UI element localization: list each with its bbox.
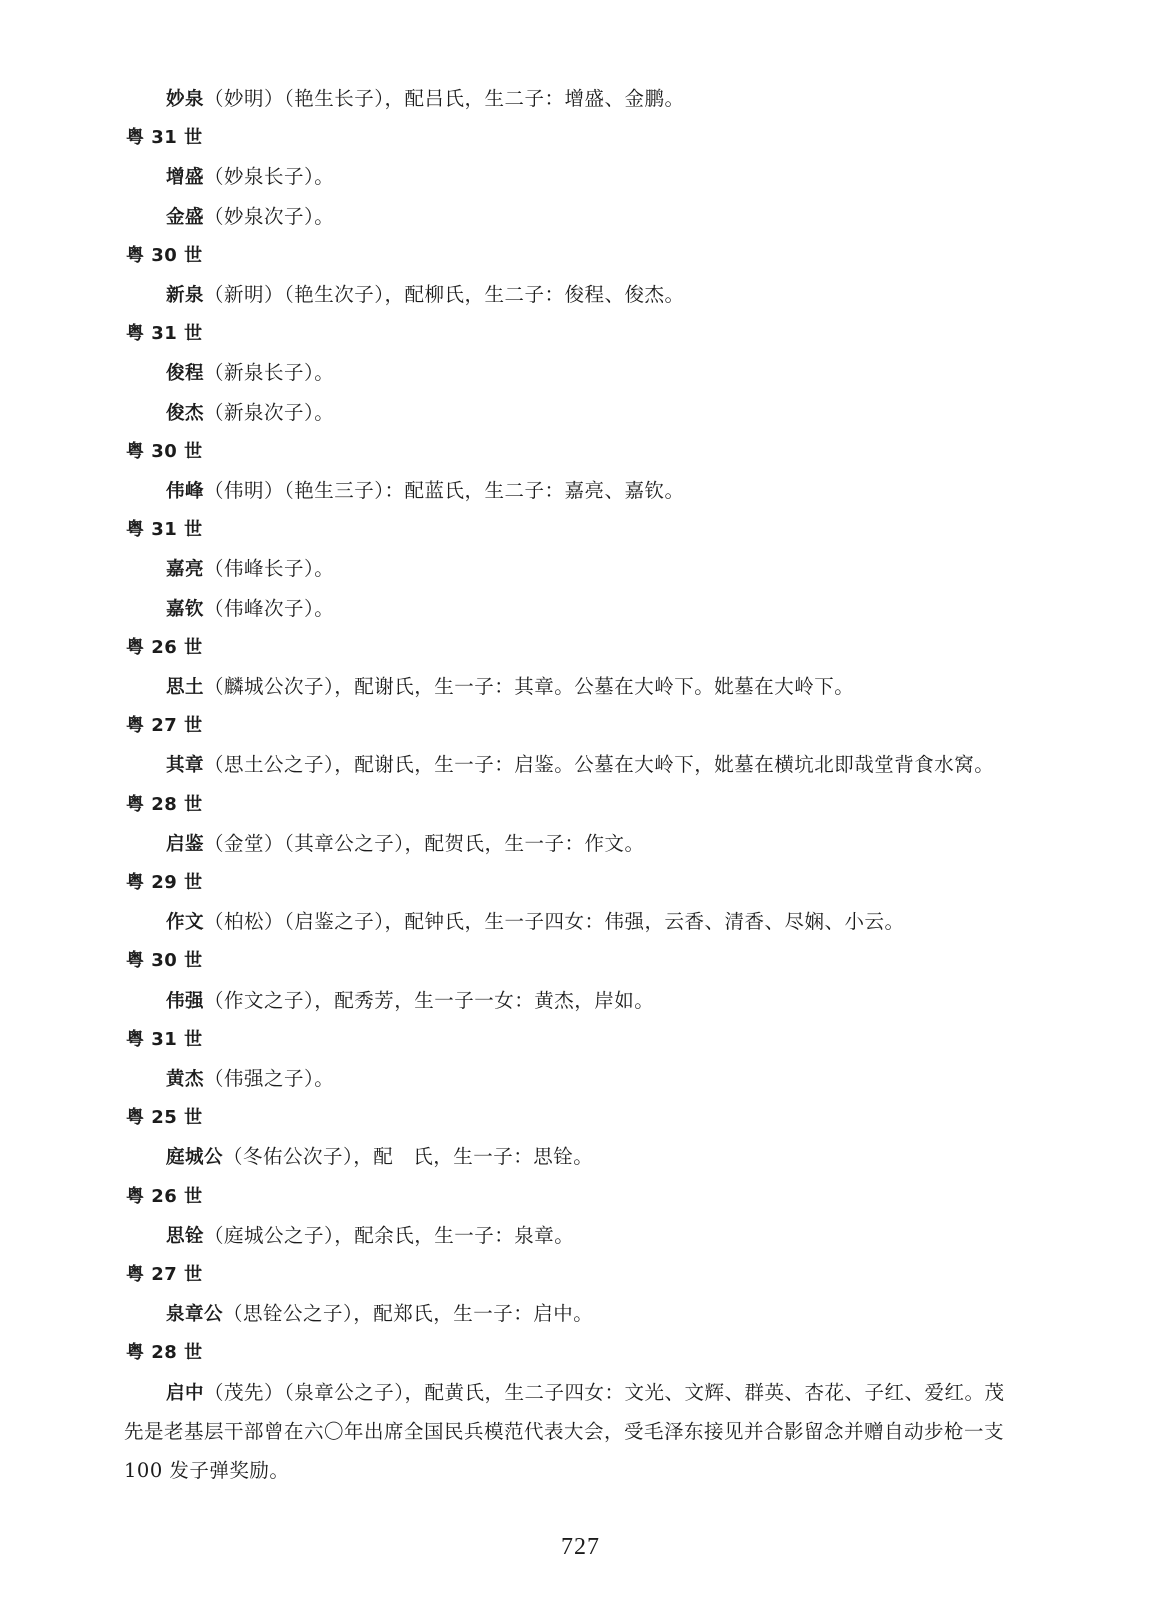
person-entry — [166, 674, 854, 701]
person-description: （作文之子），配秀芳，生一子一女：黄杰，岸如。 — [204, 988, 655, 1012]
person-name: 俊程 — [166, 363, 205, 385]
person-entry — [166, 909, 905, 936]
generation-heading: 粤 28 世 — [126, 1342, 203, 1364]
person-entry — [166, 478, 685, 505]
person-entry — [166, 204, 334, 231]
person-entry — [166, 831, 645, 858]
person-description: （金堂）（其章公之子），配贺氏，生一子：作文。 — [204, 831, 645, 855]
person-name: 思土 — [166, 677, 205, 698]
person-name: 其章 — [166, 755, 205, 777]
generation-heading: 粤 27 世 — [126, 1264, 203, 1285]
person-entry — [166, 1066, 334, 1093]
person-name: 伟峰 — [166, 481, 205, 502]
person-name: 思铨 — [166, 1225, 205, 1247]
continuation-line: 先是老基层干部曾在六〇年出席全国民兵模范代表大会，受毛泽东接见并合影留念并赠自动步枪一支 — [124, 1419, 1005, 1443]
person-description: （茂先）（泉章公之子），配黄氏，生二子四女：文光、文辉、群英、杏花、子红、爱红。茂 — [204, 1380, 1005, 1404]
generation-heading: 粤 31 世 — [126, 519, 203, 541]
person-description: （庭城公之子），配余氏，生一子：泉章。 — [204, 1223, 575, 1247]
person-name: 嘉钦 — [166, 598, 205, 620]
person-entry — [166, 1223, 574, 1250]
person-entry — [166, 360, 334, 387]
person-name: 启鉴 — [166, 833, 205, 855]
person-entry — [166, 556, 334, 583]
person-entry — [166, 1144, 593, 1171]
person-entry — [166, 400, 334, 427]
person-entry — [166, 1380, 1005, 1407]
generation-heading: 粤 31 世 — [126, 127, 203, 149]
person-entry — [166, 164, 334, 191]
person-name: 作文 — [166, 912, 205, 934]
person-description: （伟峰长子）。 — [204, 557, 335, 581]
person-description: （麟城公次子），配谢氏，生一子：其章。公墓在大岭下。妣墓在大岭下。 — [204, 675, 855, 698]
person-entry — [166, 752, 994, 779]
person-name: 伟强 — [166, 990, 205, 1012]
person-name: 妙泉 — [166, 89, 205, 110]
person-description: （伟强之子）。 — [204, 1067, 335, 1090]
generation-heading: 粤 30 世 — [126, 244, 203, 266]
person-description: （新明）（艳生次子），配柳氏，生二子：俊程、俊杰。 — [204, 283, 685, 306]
person-description: （冬佑公次子），配 氏，生一子：思铨。 — [223, 1145, 594, 1169]
generation-heading: 粤 30 世 — [126, 950, 203, 972]
generation-heading: 粤 26 世 — [126, 636, 203, 658]
person-name: 启中 — [166, 1382, 205, 1404]
generation-heading: 粤 29 世 — [126, 872, 203, 893]
person-description: （妙泉次子）。 — [204, 204, 335, 228]
person-description: （思土公之子），配谢氏，生一子：启鉴。公墓在大岭下，妣墓在横坑北即哉堂背食水窝。 — [204, 753, 995, 777]
person-description: （伟峰次子）。 — [204, 596, 335, 620]
person-name: 泉章公 — [166, 1304, 224, 1326]
generation-heading: 粤 26 世 — [126, 1185, 203, 1207]
person-description: （新泉次子）。 — [204, 400, 335, 424]
generation-heading: 粤 27 世 — [126, 715, 203, 737]
person-description: （思铨公之子），配郑氏，生一子：启中。 — [223, 1302, 594, 1326]
generation-heading: 粤 31 世 — [126, 323, 203, 345]
person-description: （妙明）（艳生长子），配吕氏，生二子：增盛、金鹏。 — [204, 87, 685, 110]
person-name: 增盛 — [166, 167, 205, 189]
person-name: 嘉亮 — [166, 559, 205, 581]
person-description: （妙泉长子）。 — [204, 165, 335, 189]
person-description: （伟明）（艳生三子）：配蓝氏，生二子：嘉亮、嘉钦。 — [204, 479, 685, 502]
person-name: 金盛 — [166, 206, 205, 228]
continuation-line: 100 发子弹奖励。 — [124, 1459, 290, 1482]
generation-heading: 粤 31 世 — [126, 1028, 203, 1050]
generation-heading: 粤 28 世 — [126, 793, 203, 815]
page-number: 727 — [561, 1534, 600, 1560]
generation-heading: 粤 30 世 — [126, 440, 203, 462]
person-entry — [166, 86, 685, 113]
person-name: 新泉 — [166, 285, 205, 306]
person-entry — [166, 282, 685, 309]
person-entry — [166, 988, 654, 1015]
person-name: 黄杰 — [166, 1069, 205, 1090]
person-entry — [166, 1301, 593, 1328]
person-description: （新泉长子）。 — [204, 361, 335, 385]
person-entry — [166, 596, 334, 623]
generation-heading: 粤 25 世 — [126, 1107, 203, 1129]
person-description: （柏松）（启鉴之子），配钟氏，生一子四女：伟强，云香、清香、尽娴、小云。 — [204, 910, 905, 934]
person-name: 俊杰 — [166, 402, 205, 424]
person-name: 庭城公 — [166, 1147, 224, 1169]
